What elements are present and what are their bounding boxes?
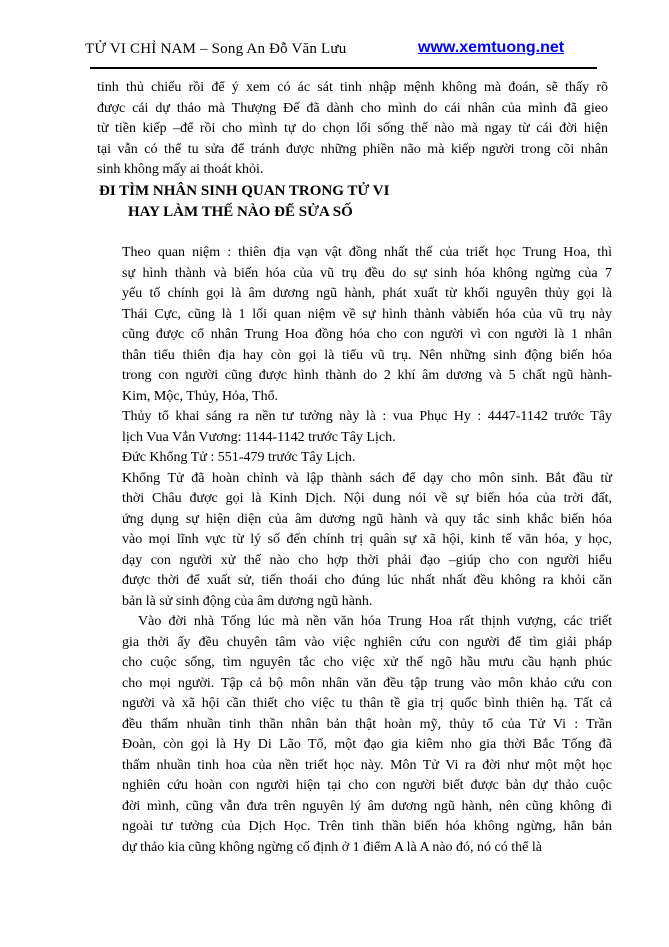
paragraph — [122, 243, 612, 407]
text-line: Kim, Mộc, Thủy, Hỏa, Thổ. — [122, 388, 279, 404]
text-line: Vào đời nhà Tống lúc mà nền văn hóa Trung Hoa rất thịnh vượng, các triết — [138, 614, 612, 629]
text-line: cho cuộc sống, tìm nguyên tắc cho việc xử thế ngõ hầu mưu cầu hạnh phúc — [122, 655, 612, 670]
text-line: đều thấm nhuần tinh thần nhân bản thật hoàn mỹ, thủy tổ của Tử Vi : Trần — [122, 716, 612, 732]
text-line: tinh thủ chiếu rồi để ý xem có ác sát tinh nhập mệnh không mà đoán, sẽ thấy rõ — [97, 80, 608, 95]
text-line: dự thảo kia cũng không ngừng cố định ở 1 điểm A là A nào đó, nó có thể là — [122, 839, 542, 855]
text-line: đời mình, cũng vẫn đưa trên nguyên lý âm dương ngũ hành, nên cũng không đi — [122, 798, 612, 814]
body-text-block — [122, 243, 612, 858]
header-divider-line — [90, 67, 597, 69]
section-heading-line2: HAY LÀM THẾ NÀO ĐỂ SỬA SỐ — [128, 204, 353, 220]
text-line: người và xã hội cần thiết cho việc tu thân tề gia trị quốc bình thiên hạ. Tất cả — [122, 696, 612, 711]
text-line: ứng dụng sự hiện diện của âm dương ngũ hành và quy tắc sinh khắc biến hóa — [122, 511, 612, 527]
paragraph — [122, 448, 612, 469]
text-line: dạy con người xử thế nào cho hợp thời phải đạo –giúp cho con người hiểu — [122, 552, 612, 568]
text-line: cho mọi người. Tập cả bộ môn nhân văn đều tập trung vào môn khảo cứu con — [122, 675, 612, 691]
text-line: bản là sử sinh động của âm dương ngũ hành. — [122, 593, 373, 609]
text-line: Theo quan niệm : thiên địa vạn vật đồng nhất thế của triết học Trung Hoa, thì — [122, 245, 612, 260]
text-line: được thời để xuất sử, tiến thoái cho đúng lúc nhất nhất đều không ra khỏi căn — [122, 573, 612, 588]
section-heading-line1: ĐI TÌM NHÂN SINH QUAN TRONG TỬ VI — [99, 183, 390, 199]
text-line: sinh không mấy ai thoát khỏi. — [97, 162, 264, 177]
intro-paragraph — [97, 78, 608, 181]
text-line: cũng được cổ nhân Trung Hoa đồng hóa cho con người vì con người là 1 nhân — [122, 327, 612, 342]
text-line: tại vẫn có thể tu sửa để tránh được những phiền não mà kiếp người trong cõi nhân — [97, 141, 608, 157]
text-line: Khổng Tử đã hoàn chỉnh và lập thành sách để dạy cho môn sinh. Bắt đầu từ — [122, 470, 612, 486]
text-line: gia thời ấy đều chuyên tâm vào việc nghiên cứu con người để tìm giải pháp — [122, 634, 612, 650]
paragraph — [122, 612, 612, 858]
text-line: nghiên cứu hoàn con người hiện tại cho con người biết được bản dự thảo cuộc — [122, 778, 612, 793]
text-line: thời Châu được gọi là Kinh Dịch. Nội dung nói về sự biến hóa của trời đất, — [122, 491, 612, 506]
text-line: thấm nhuần tinh hoa của nền triết học này. Môn Tử Vi ra đời như một một học — [122, 757, 612, 773]
header-title: TỬ VI CHỈ NAM – Song An Đỗ Văn Lưu — [85, 41, 347, 57]
text-line: sự hình thành và biến hóa của vũ trụ đều do sự sinh hóa không ngừng của 7 — [122, 265, 612, 281]
text-line: trong con người cũng được hình thành do 2 khí âm dương và 5 chất ngũ hành- — [122, 368, 612, 383]
text-line: lịch Vua Vắn Vương: 1144-1142 trước Tây Lịch. — [122, 429, 396, 445]
website-link[interactable]: www.xemtuong.net — [418, 39, 565, 56]
text-line: thân tiểu thiên địa hay còn gọi là tiểu vũ trụ. Nên những sinh động biến hóa — [122, 347, 612, 363]
text-line: Thái Cực, cũng là 1 lối quan niệm về sự hình thành vàbiến hóa của vũ trụ này — [122, 306, 612, 322]
text-line: từ tiền kiếp –để rồi cho mình tự do chọn lối sống thế nào mà ngay từ cái đời hiện — [97, 121, 608, 136]
paragraph — [122, 407, 612, 448]
text-line: Đức Khổng Tử : 551-479 trước Tây Lịch. — [122, 450, 356, 465]
text-line: yếu tố chính gọi là âm dương ngũ hành, phát xuất từ khối nguyên thủy gọi là — [122, 286, 612, 301]
paragraph — [122, 469, 612, 613]
text-line: Đoàn, còn gọi là Hy Di Lão Tổ, một đạo gia kiêm nho gia thời Bắc Tống đã — [122, 737, 612, 752]
text-line: được cái dự thảo mà Thượng Đế đã dành cho mình do cái nhân của mình đã gieo — [97, 100, 608, 116]
text-line: vào mọi lĩnh vực từ lý số đến chính trị quân sự xã hội, kinh tế văn hóa, y học, — [122, 532, 612, 547]
text-line: Thủy tổ khai sáng ra nền tư tưởng này là : vua Phục Hy : 4447-1142 trước Tây — [122, 409, 612, 424]
text-line: ngoài tư tưởng của Dịch Học. Trên tinh thần biến hóa không ngừng, hẳn bản — [122, 819, 612, 834]
